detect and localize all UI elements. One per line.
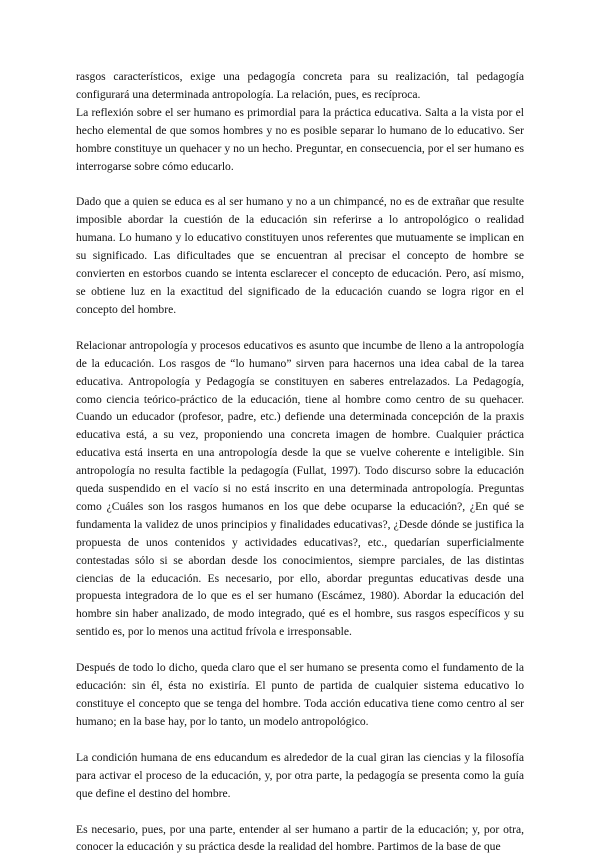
paragraph-spacer	[76, 731, 524, 749]
paragraph-4: Relacionar antropología y procesos educativos es asunto que incumbe de lleno a la antropología de la educación. Los rasgos de “lo humano” sirven para hacernos una idea cabal de la tarea educativa. Antropología y Pedagogía se constituyen en saberes entrelazados. La Pedagogía, como ciencia teórico-práctico de la educación, tiene al hombre como centro de su quehacer. Cuando un educador (profesor, padre, etc.) defiende una determinada concepción de la praxis educativa está, a su vez, proponiendo una concreta imagen de hombre. Cualquier práctica educativa está inserta en una antropología desde la que se vuelve coherente e inteligible. Sin antropología no resulta factible la pedagogía (Fullat, 1997). Todo discurso sobre la educación queda suspendido en el vacío si no está inscrito en una determinada antropología. Preguntas como ¿Cuáles son los rasgos humanos en los que debe ocuparse la educación?, ¿En qué se fundamenta la validez de unos principios y finalidades educativas?, ¿Desde dónde se justifica la propuesta de unos contenidos y actividades educativas?, etc., quedarían superficialmente contestadas sólo si se abordan desde los conocimientos, siempre parciales, de las distintas ciencias de la educación. Es necesario, por ello, abordar preguntas educativas desde una propuesta integradora de lo que es el ser humano (Escámez, 1980). Abordar la educación del hombre sin haber analizado, de modo integrado, qué es el hombre, sus rasgos específicos y su sentido es, por lo menos una actitud frívola e irresponsable.	[76, 338, 524, 639]
paragraph-spacer	[76, 319, 524, 337]
paragraph-spacer	[76, 803, 524, 821]
paragraph-1: rasgos característicos, exige una pedagogía concreta para su realización, tal pedagogía configurará una determinada antropología. La relación, pues, es recíproca.	[76, 70, 524, 101]
document-body	[76, 68, 524, 856]
paragraph-3: Dado que a quien se educa es al ser humano y no a un chimpancé, no es de extrañar que resulte imposible abordar la cuestión de la educación sin referirse a lo antropológico o realidad humana. Lo humano y lo educativo constituyen unos referentes que mutuamente se implican en su significado. Las dificultades que se encuentran al precisar el concepto de hombre se convierten en estorbos cuando se intenta esclarecer el concepto de educación. Pero, así mismo, se obtiene luz en la exactitud del significado de la educación cuando se logra rigor en el concepto del hombre.	[76, 195, 524, 316]
paragraph-2: La reflexión sobre el ser humano es primordial para la práctica educativa. Salta a la vista por el hecho elemental de que somos hombres y no es posible separar lo humano de lo educativo. Ser hombre constituye un quehacer y no un hecho. Preguntar, en consecuencia, por el ser humano es interrogarse sobre cómo educarlo.	[76, 105, 524, 173]
paragraph-spacer	[76, 641, 524, 659]
paragraph-7: Es necesario, pues, por una parte, entender al ser humano a partir de la educación; y, por otra, conocer la educación y su práctica desde la realidad del hombre. Partimos de la base de que	[76, 822, 524, 854]
paragraph-spacer	[76, 175, 524, 193]
paragraph-5: Después de todo lo dicho, queda claro que el ser humano se presenta como el fundamento de la educación: sin él, ésta no existiría. El punto de partida de cualquier sistema educativo lo constituye el concepto que se tenga del hombre. Toda acción educativa tiene como centro al ser humano; en la base hay, por lo tanto, un modelo antropológico.	[76, 661, 524, 728]
paragraph-6: La condición humana de ens educandum es alrededor de la cual giran las ciencias y la filosofía para activar el proceso de la educación, y, por otra parte, la pedagogía se presenta como la guía que define el destino del hombre.	[76, 750, 524, 800]
